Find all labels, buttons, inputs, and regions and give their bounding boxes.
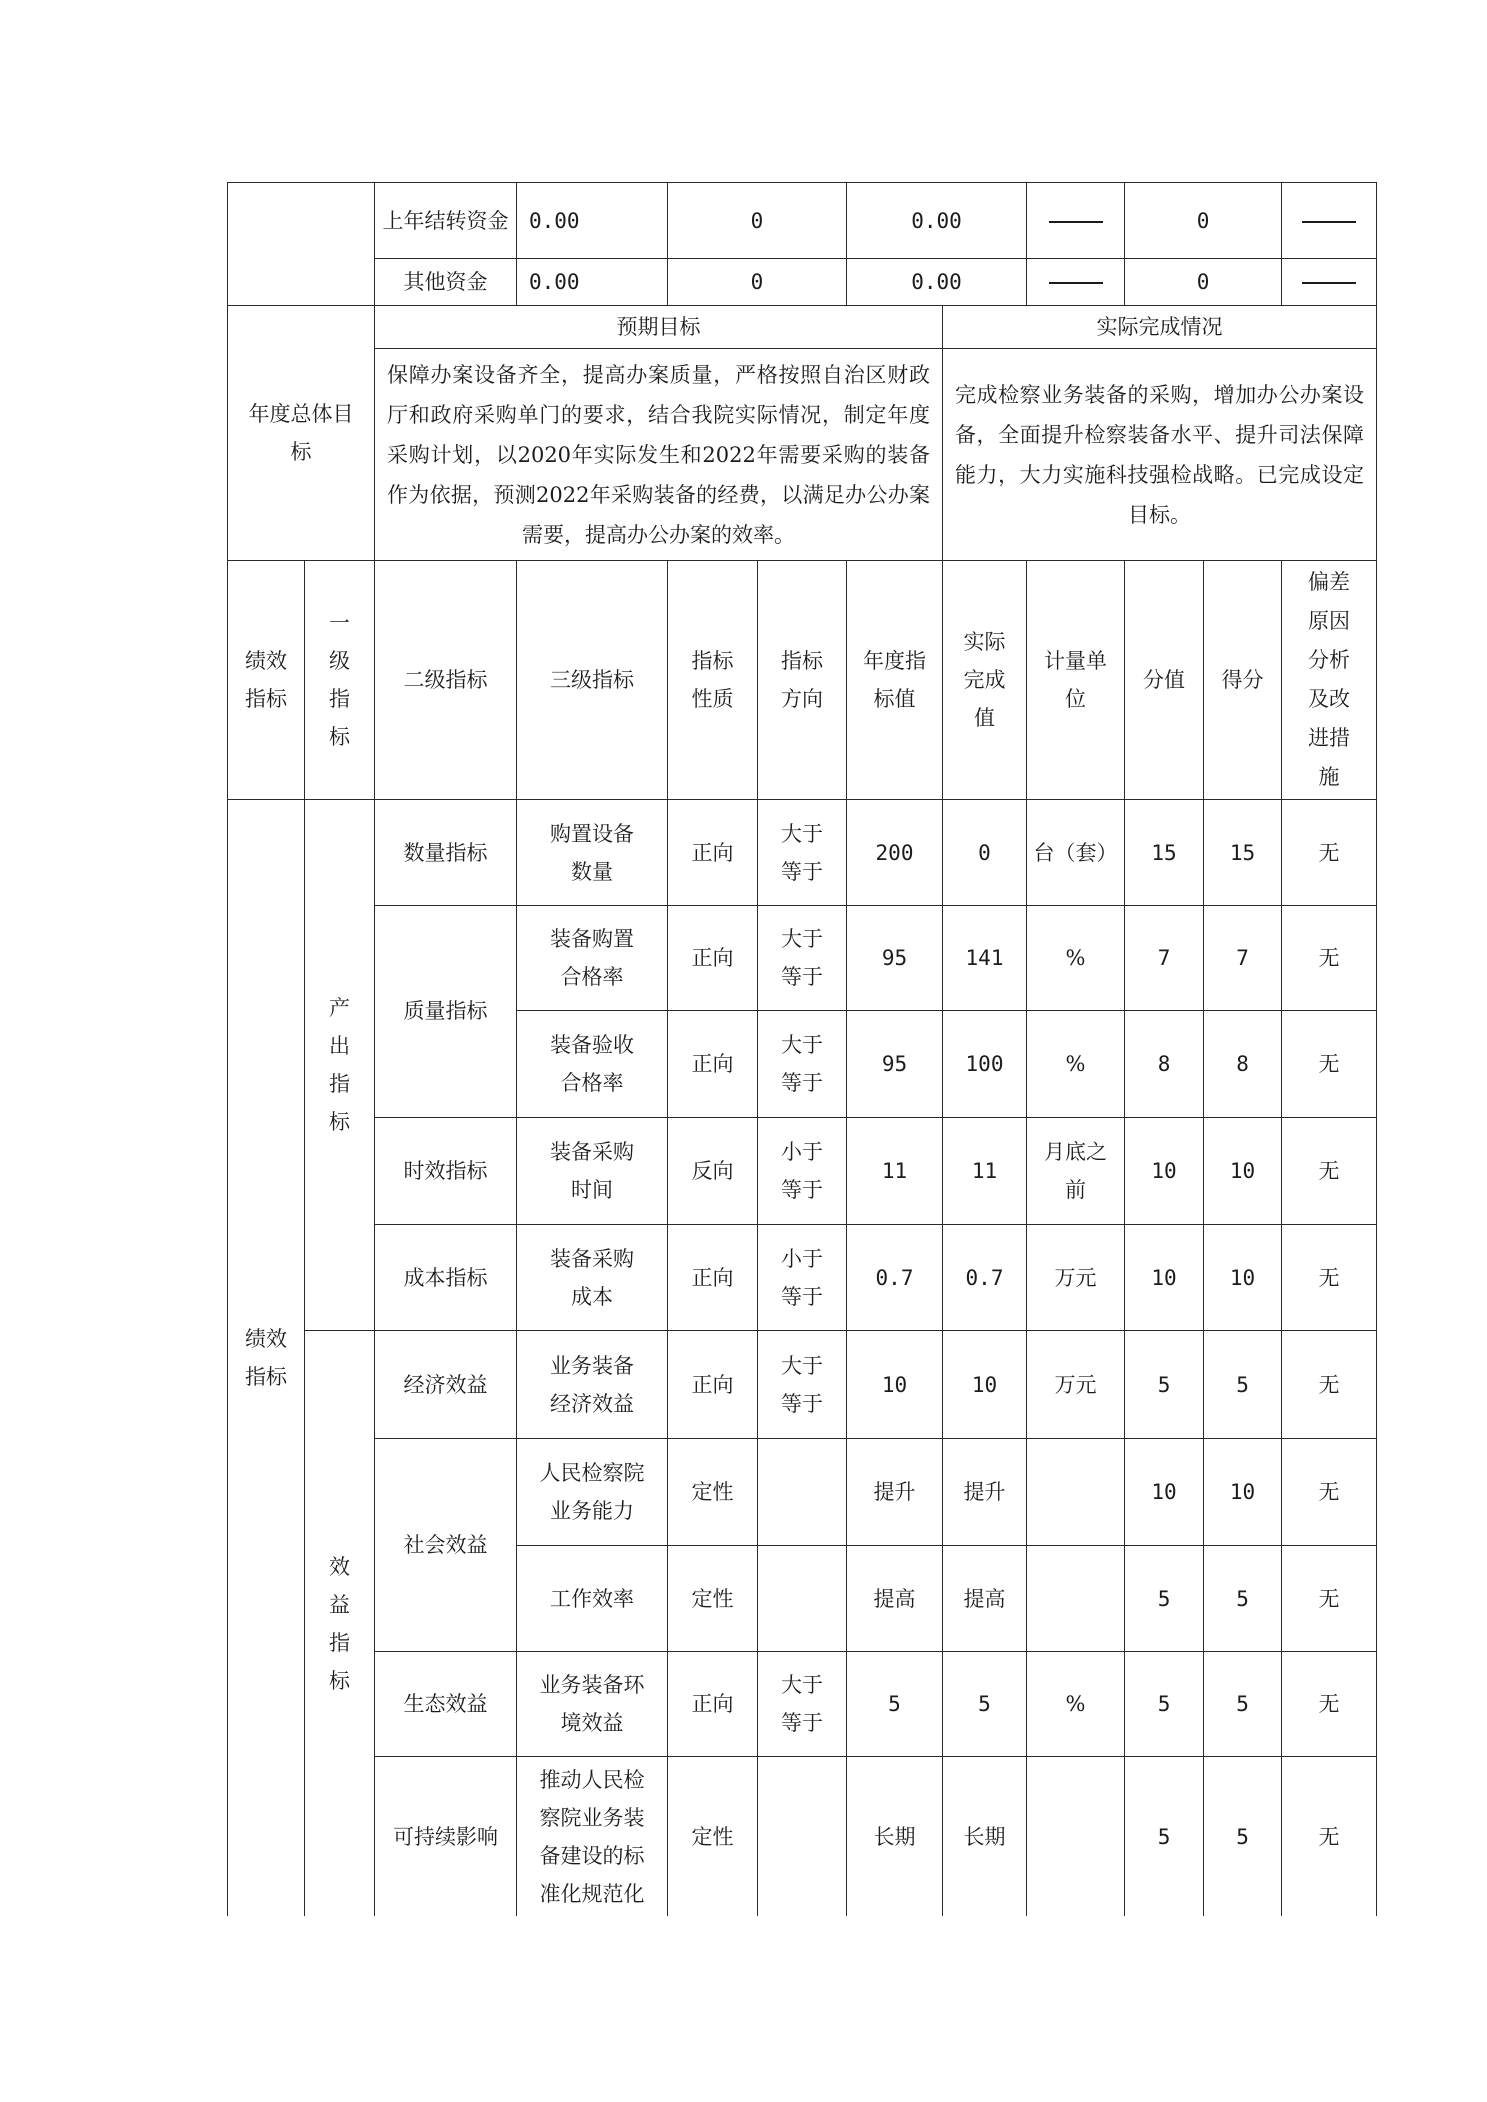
secondary-economic: 经济效益	[375, 1331, 517, 1438]
indicator-name: 购置设备数量	[517, 800, 668, 905]
indicator-unit	[1027, 1438, 1125, 1545]
indicator-weight: 5	[1125, 1331, 1204, 1438]
indicator-deviation: 无	[1282, 1757, 1377, 1916]
secondary-sustainable: 可持续影响	[375, 1757, 517, 1916]
indicator-name: 装备验收合格率	[517, 1011, 668, 1117]
expected-goal-text: 保障办案设备齐全，提高办案质量，严格按照自治区财政厅和政府采购单门的要求，结合我院实际情况，制定年度采购计划，以2020年实际发生和2022年需要采购的装备作为依据，预测2022年采购装备的经费，以满足办公办案需要，提高办公办案的效率。	[375, 349, 943, 561]
indicator-direction: 大于等于	[758, 905, 847, 1010]
indicator-target: 95	[847, 1011, 943, 1117]
secondary-timeliness: 时效指标	[375, 1117, 517, 1224]
funds-label: 其他资金	[375, 259, 517, 306]
indicator-unit	[1027, 1546, 1125, 1651]
indicator-name: 业务装备经济效益	[517, 1331, 668, 1438]
indicator-actual: 141	[943, 905, 1027, 1010]
indicator-name: 装备采购成本	[517, 1225, 668, 1331]
indicator-score: 10	[1204, 1117, 1282, 1224]
indicator-name: 装备采购时间	[517, 1117, 668, 1224]
indicator-nature: 正向	[668, 1225, 758, 1331]
funds-score: 0	[1125, 259, 1282, 306]
funds-empty-dash	[1027, 183, 1125, 259]
indicator-row	[228, 1757, 1377, 1916]
indicator-row	[228, 1117, 1377, 1224]
header-target: 年度指标值	[847, 561, 943, 800]
group-output-label: 产出指标	[305, 800, 375, 1331]
indicator-deviation: 无	[1282, 1546, 1377, 1651]
indicator-target: 10	[847, 1331, 943, 1438]
funds-empty-dash	[1027, 259, 1125, 306]
indicator-target: 11	[847, 1117, 943, 1224]
funds-blank-cell	[228, 183, 375, 306]
performance-table	[227, 182, 1377, 1916]
indicator-row	[228, 905, 1377, 1010]
indicator-deviation: 无	[1282, 1331, 1377, 1438]
indicator-deviation: 无	[1282, 1225, 1377, 1331]
actual-completion-text: 完成检察业务装备的采购，增加办公办案设备，全面提升检察装备水平、提升司法保障能力，大力实施科技强检战略。已完成设定目标。	[943, 349, 1377, 561]
header-actual: 实际完成值	[943, 561, 1027, 800]
indicator-unit: %	[1027, 1011, 1125, 1117]
header-weight: 分值	[1125, 561, 1204, 800]
indicator-weight: 5	[1125, 1757, 1204, 1916]
funds-executed: 0.00	[847, 183, 1027, 259]
indicator-weight: 8	[1125, 1011, 1204, 1117]
indicator-weight: 7	[1125, 905, 1204, 1010]
indicator-actual: 10	[943, 1331, 1027, 1438]
indicator-unit: 月底之前	[1027, 1117, 1125, 1224]
indicator-score: 10	[1204, 1225, 1282, 1331]
indicator-weight: 10	[1125, 1117, 1204, 1224]
funds-label: 上年结转资金	[375, 183, 517, 259]
indicator-score: 15	[1204, 800, 1282, 905]
indicator-target: 提升	[847, 1438, 943, 1545]
expected-goal-header: 预期目标	[375, 305, 943, 349]
indicator-nature: 定性	[668, 1438, 758, 1545]
indicator-target: 95	[847, 905, 943, 1010]
indicator-deviation: 无	[1282, 905, 1377, 1010]
indicator-actual: 0	[943, 800, 1027, 905]
indicator-weight: 5	[1125, 1546, 1204, 1651]
secondary-quality: 质量指标	[375, 905, 517, 1117]
indicator-unit: 台（套）	[1027, 800, 1125, 905]
indicator-nature: 正向	[668, 1331, 758, 1438]
indicator-target: 200	[847, 800, 943, 905]
indicator-actual: 长期	[943, 1757, 1027, 1916]
header-perf: 绩效指标	[228, 561, 305, 800]
indicator-name: 工作效率	[517, 1546, 668, 1651]
header-deviation: 偏差原因分析及改进措施	[1282, 561, 1377, 800]
indicator-actual: 100	[943, 1011, 1027, 1117]
indicator-score: 7	[1204, 905, 1282, 1010]
indicator-nature: 反向	[668, 1117, 758, 1224]
secondary-ecological: 生态效益	[375, 1651, 517, 1756]
indicator-name: 业务装备环境效益	[517, 1651, 668, 1756]
secondary-social: 社会效益	[375, 1438, 517, 1651]
indicator-weight: 15	[1125, 800, 1204, 905]
indicator-unit: 万元	[1027, 1331, 1125, 1438]
indicator-unit	[1027, 1757, 1125, 1916]
indicator-header-row	[228, 561, 1377, 800]
actual-completion-header: 实际完成情况	[943, 305, 1377, 349]
indicator-nature: 定性	[668, 1546, 758, 1651]
dash-mark	[1302, 221, 1356, 223]
indicator-direction: 小于等于	[758, 1225, 847, 1331]
header-score: 得分	[1204, 561, 1282, 800]
funds-executed: 0.00	[847, 259, 1027, 306]
header-nature: 指标性质	[668, 561, 758, 800]
indicator-row	[228, 1651, 1377, 1756]
indicator-actual: 5	[943, 1651, 1027, 1756]
indicator-score: 5	[1204, 1651, 1282, 1756]
indicator-actual: 提升	[943, 1438, 1027, 1545]
header-level3: 三级指标	[517, 561, 668, 800]
secondary-cost: 成本指标	[375, 1225, 517, 1331]
indicator-actual: 0.7	[943, 1225, 1027, 1331]
annual-goal-label: 年度总体目标	[228, 305, 375, 560]
goals-text-row	[228, 349, 1377, 561]
indicator-row	[228, 1331, 1377, 1438]
indicator-direction: 大于等于	[758, 800, 847, 905]
funds-score: 0	[1125, 183, 1282, 259]
funds-row	[228, 259, 1377, 306]
indicator-deviation: 无	[1282, 1438, 1377, 1545]
indicator-nature: 正向	[668, 800, 758, 905]
goals-header-row	[228, 305, 1377, 349]
indicator-unit: 万元	[1027, 1225, 1125, 1331]
indicator-weight: 10	[1125, 1438, 1204, 1545]
dash-mark	[1049, 221, 1103, 223]
indicator-direction: 小于等于	[758, 1117, 847, 1224]
indicator-direction	[758, 1546, 847, 1651]
indicator-nature: 正向	[668, 905, 758, 1010]
indicator-score: 8	[1204, 1011, 1282, 1117]
funds-budget: 0.00	[517, 183, 668, 259]
funds-empty-dash	[1282, 183, 1377, 259]
indicator-direction: 大于等于	[758, 1011, 847, 1117]
indicator-target: 0.7	[847, 1225, 943, 1331]
indicator-direction: 大于等于	[758, 1651, 847, 1756]
dash-mark	[1049, 282, 1103, 284]
header-level1: 一级指标	[305, 561, 375, 800]
indicator-unit: %	[1027, 1651, 1125, 1756]
header-direction: 指标方向	[758, 561, 847, 800]
funds-empty-dash	[1282, 259, 1377, 306]
indicator-deviation: 无	[1282, 1011, 1377, 1117]
indicator-nature: 正向	[668, 1011, 758, 1117]
indicator-score: 10	[1204, 1438, 1282, 1545]
funds-adjusted: 0	[668, 183, 847, 259]
indicator-deviation: 无	[1282, 1117, 1377, 1224]
funds-adjusted: 0	[668, 259, 847, 306]
indicator-row	[228, 1225, 1377, 1331]
indicator-name: 人民检察院业务能力	[517, 1438, 668, 1545]
indicator-weight: 5	[1125, 1651, 1204, 1756]
funds-row	[228, 183, 1377, 259]
funds-budget: 0.00	[517, 259, 668, 306]
header-level2: 二级指标	[375, 561, 517, 800]
indicator-name: 装备购置合格率	[517, 905, 668, 1010]
indicator-direction	[758, 1757, 847, 1916]
indicator-target: 提高	[847, 1546, 943, 1651]
header-unit: 计量单位	[1027, 561, 1125, 800]
indicator-score: 5	[1204, 1331, 1282, 1438]
indicator-nature: 定性	[668, 1757, 758, 1916]
indicator-actual: 提高	[943, 1546, 1027, 1651]
indicator-actual: 11	[943, 1117, 1027, 1224]
indicator-row	[228, 1438, 1377, 1545]
dash-mark	[1302, 282, 1356, 284]
indicator-direction: 大于等于	[758, 1331, 847, 1438]
indicator-deviation: 无	[1282, 800, 1377, 905]
indicator-direction	[758, 1438, 847, 1545]
indicator-deviation: 无	[1282, 1651, 1377, 1756]
indicator-name: 推动人民检察院业务装备建设的标准化规范化	[517, 1757, 668, 1916]
indicator-target: 长期	[847, 1757, 943, 1916]
indicator-unit: %	[1027, 905, 1125, 1010]
indicator-weight: 10	[1125, 1225, 1204, 1331]
indicator-target: 5	[847, 1651, 943, 1756]
indicator-score: 5	[1204, 1757, 1282, 1916]
group-benefit-label: 效益指标	[305, 1331, 375, 1916]
perf-indicator-label: 绩效指标	[228, 800, 305, 1916]
indicator-row	[228, 800, 1377, 905]
indicator-score: 5	[1204, 1546, 1282, 1651]
secondary-quantity: 数量指标	[375, 800, 517, 905]
indicator-nature: 正向	[668, 1651, 758, 1756]
